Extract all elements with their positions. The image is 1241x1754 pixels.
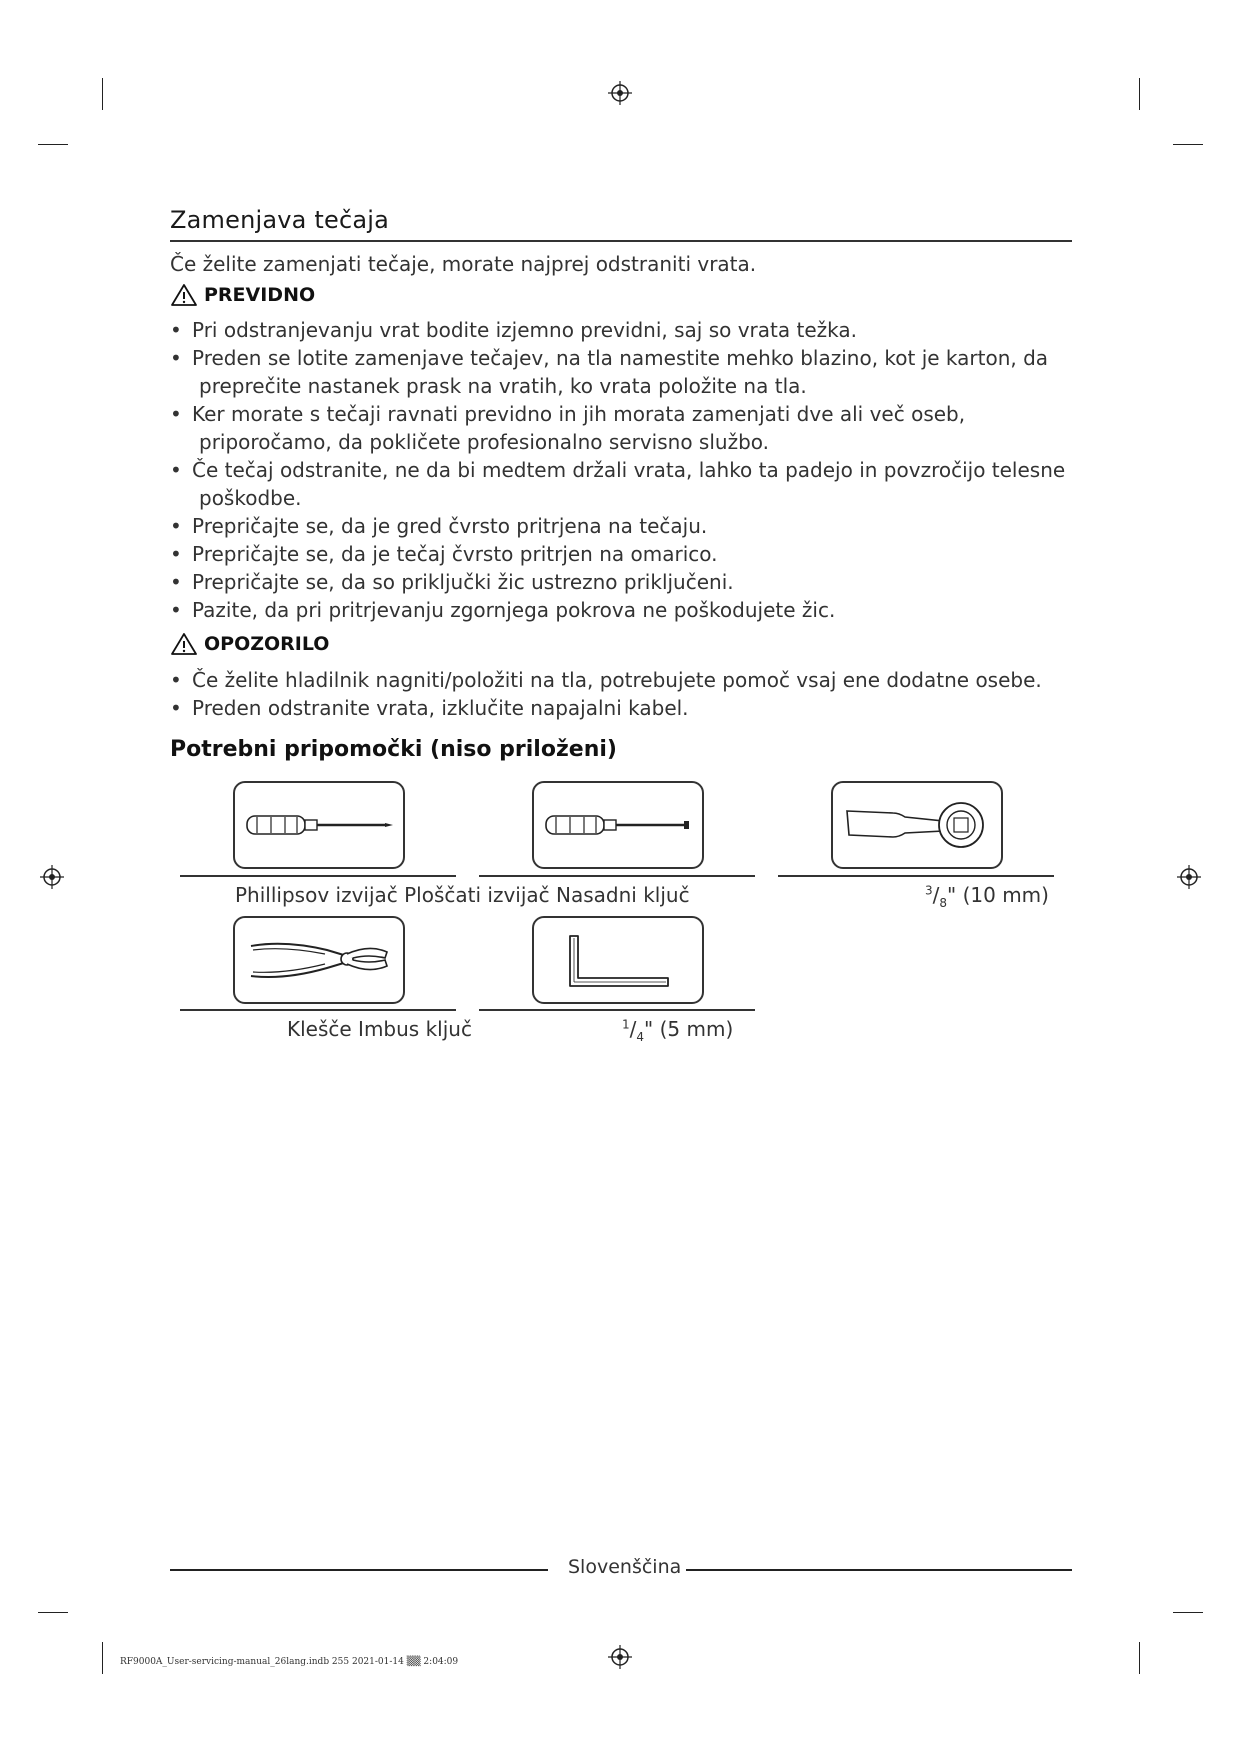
- list-item: • Prepričajte se, da je gred čvrsto pritrjena na tečaju.: [170, 512, 1070, 540]
- tool-divider: [180, 1009, 456, 1011]
- list-item: • Pri odstranjevanju vrat bodite izjemno previdni, saj so vrata težka.: [170, 316, 1070, 344]
- socket-wrench-icon: [833, 783, 1001, 867]
- warning-list: [170, 666, 1070, 722]
- flat-screwdriver-icon: [534, 783, 702, 867]
- registration-mark-icon: [40, 865, 64, 889]
- list-item: • Pazite, da pri pritrjevanju zgornjega pokrova ne poškodujete žic.: [170, 596, 1070, 624]
- list-item: • Če tečaj odstranite, ne da bi medtem držali vrata, lahko ta padejo in povzročijo telesne poškodbe.: [170, 456, 1070, 512]
- list-item: • Prepričajte se, da je tečaj čvrsto pritrjen na omarico.: [170, 540, 1070, 568]
- list-item: • Preden odstranite vrata, izklučite napajalni kabel.: [170, 694, 1070, 722]
- hex-key-image: [532, 916, 704, 1004]
- tool-divider: [180, 875, 456, 877]
- phillips-screwdriver-image: [233, 781, 405, 869]
- footer-rule-right: [686, 1569, 1072, 1571]
- list-item: • Preden se lotite zamenjave tečajev, na tla namestite mehko blazino, kot je karton, da preprečite nastanek prask na vratih, ko vrata položite na tla.: [170, 344, 1070, 400]
- registration-mark-icon: [608, 1645, 632, 1669]
- registration-mark-icon: [608, 81, 632, 105]
- warning-heading: [170, 632, 329, 656]
- section-title: Zamenjava tečaja: [170, 206, 390, 234]
- footer-rule-left: [170, 1569, 548, 1571]
- tool-divider: [479, 1009, 755, 1011]
- intro-text: Če želite zamenjati tečaje, morate najprej odstraniti vrata.: [170, 252, 757, 276]
- tool-labels-row-2: Klešče Imbus ključ: [287, 1017, 472, 1041]
- caution-list: [170, 316, 1070, 624]
- crop-mark-right-lower: [1173, 1612, 1203, 1613]
- crop-mark-right-upper: [1173, 144, 1203, 145]
- warning-heading-label: OPOZORILO: [204, 633, 330, 655]
- pliers-image: [233, 916, 405, 1004]
- warning-triangle-icon: [170, 632, 198, 656]
- caution-heading: [170, 283, 315, 307]
- socket-size-label: $^3/_8$" (10 mm): [925, 883, 1049, 910]
- hex-key-icon: [534, 918, 702, 1002]
- registration-mark-icon: [1177, 865, 1201, 889]
- warning-triangle-icon: [170, 283, 198, 307]
- footer-language: Slovenščina: [568, 1556, 682, 1578]
- crop-mark-left-lower: [38, 1612, 68, 1613]
- crop-mark-bottom-right: [1139, 1642, 1140, 1674]
- print-info: RF9000A_User-servicing-manual_26lang.indb 255 2021-01-14 ▒▒ 2:04:09: [120, 1657, 459, 1667]
- title-divider: [170, 240, 1072, 242]
- list-item: • Če želite hladilnik nagniti/položiti na tla, potrebujete pomoč vsaj ene dodatne osebe.: [170, 666, 1070, 694]
- list-item: • Ker morate s tečaji ravnati previdno in jih morata zamenjati dve ali več oseb, priporočamo, da pokličete profesionalno servisno službo.: [170, 400, 1070, 456]
- hex-key-size-label: $^1/_4$" (5 mm): [622, 1017, 734, 1044]
- tool-divider: [778, 875, 1054, 877]
- crop-mark-left-upper: [38, 144, 68, 145]
- flat-screwdriver-image: [532, 781, 704, 869]
- tools-title: Potrebni pripomočki (niso priloženi): [170, 737, 617, 762]
- phillips-screwdriver-icon: [235, 783, 403, 867]
- caution-heading-label: PREVIDNO: [204, 284, 316, 306]
- crop-mark-top-right: [1139, 78, 1140, 110]
- tool-divider: [479, 875, 755, 877]
- pliers-icon: [235, 918, 403, 1002]
- list-item: • Prepričajte se, da so priključki žic ustrezno priključeni.: [170, 568, 1070, 596]
- tool-labels-row-1: Phillipsov izvijač Ploščati izvijač Nasadni ključ: [235, 883, 690, 907]
- crop-mark-bottom-left: [102, 1642, 103, 1674]
- socket-wrench-image: [831, 781, 1003, 869]
- crop-mark-top-left: [102, 78, 103, 110]
